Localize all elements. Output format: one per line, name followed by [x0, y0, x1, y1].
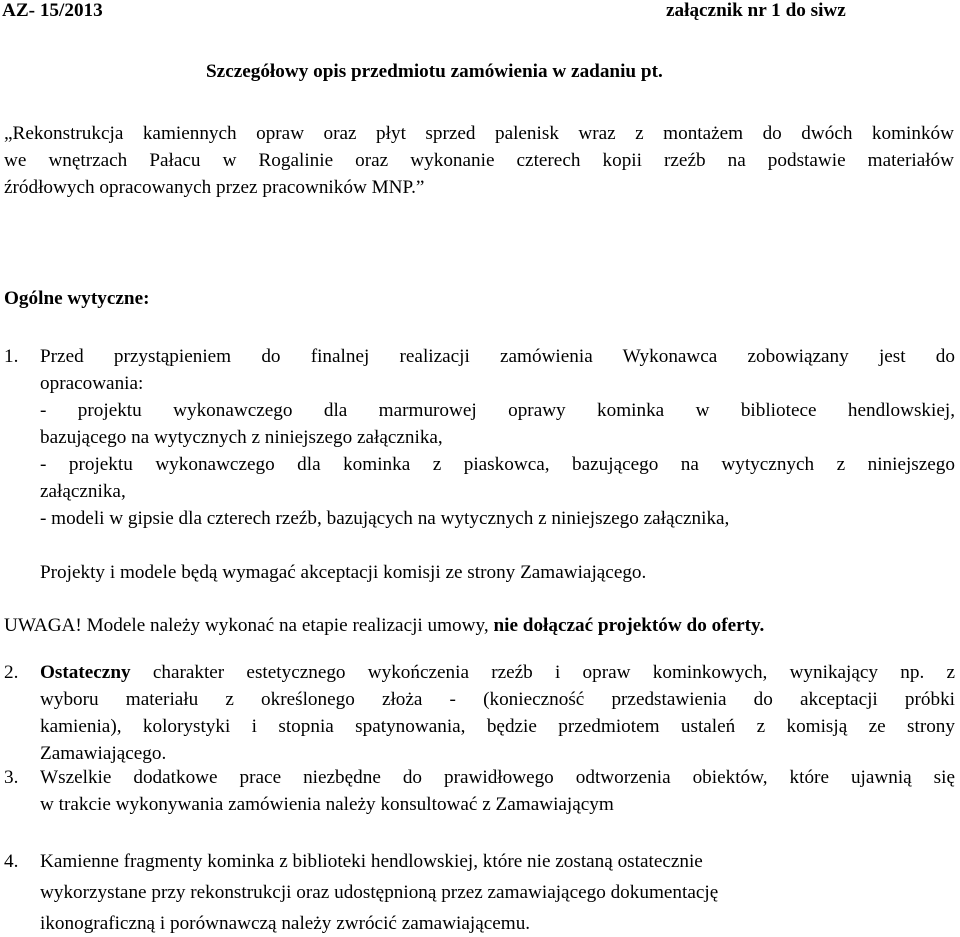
- warning-paragraph: [4, 613, 764, 639]
- projects-note: Projekty i modele będą wymagać akceptacji komisji ze strony Zamawiającego.: [40, 562, 647, 583]
- item-4-line-1: Kamienne fragmenty kominka z biblioteki hendlowskiej, które nie zostaną ostatecznie: [40, 851, 703, 872]
- item-1-line-2: opracowania:: [40, 373, 144, 394]
- item-1-bullet-2-line-2: załącznika,: [40, 481, 126, 502]
- item-4-line-2: wykorzystane przy rekonstrukcji oraz udostępnioną przez zamawiającego dokumentację: [40, 882, 719, 903]
- item-4-line-3: ikonograficzną i porównawczą należy zwrócić zamawiającemu.: [40, 913, 531, 934]
- item-2-line-2: wyboru materiału z określonego złoża - (konieczność przedstawienia do akceptacji próbki: [40, 689, 955, 710]
- item-4-number: 4.: [4, 851, 19, 872]
- warning-text: Modele należy wykonać na etapie realizacji umowy,: [81, 615, 494, 636]
- item-1-number: 1.: [4, 346, 19, 367]
- item-2-line-4: Zamawiającego.: [40, 743, 167, 764]
- title-line-2: we wnętrzach Pałacu w Rogalinie oraz wykonanie czterech kopii rzeźb na podstawie materiałów: [4, 150, 954, 171]
- title-line-3: źródłowych opracowanych przez pracowników MNP.”: [4, 177, 425, 198]
- item-1-bullet-3: - modeli w gipsie dla czterech rzeźb, bazujących na wytycznych z niniejszego załącznika,: [40, 508, 730, 529]
- item-2-line-3: kamienia), kolorystyki i stopnia spatynowania, będzie przedmiotem ustaleń z komisją ze strony: [40, 716, 955, 737]
- reference-number: AZ- 15/2013: [2, 0, 103, 21]
- item-1-line-1: Przed przystąpieniem do finalnej realizacji zamówienia Wykonawca zobowiązany jest do: [40, 346, 955, 367]
- item-1-bullet-1-line-2: bazującego na wytycznych z niniejszego załącznika,: [40, 427, 443, 448]
- item-2-line-1: [40, 660, 955, 686]
- item-3-number: 3.: [4, 767, 19, 788]
- item-3-line-1: Wszelkie dodatkowe prace niezbędne do prawidłowego odtworzenia obiektów, które ujawnią się: [40, 767, 955, 788]
- item-2-number: 2.: [4, 662, 19, 683]
- title-line-1: „Rekonstrukcja kamiennych opraw oraz płyt sprzed palenisk wraz z montażem do dwóch kominków: [4, 123, 954, 144]
- warning-bold-text: nie dołączać projektów do oferty.: [493, 615, 765, 636]
- warning-label: UWAGA!: [4, 615, 82, 636]
- page-heading: Szczegółowy opis przedmiotu zamówienia w zadaniu pt.: [206, 61, 663, 82]
- item-1-bullet-2-line-1: - projektu wykonawczego dla kominka z piaskowca, bazującego na wytycznych z niniejszego: [40, 454, 955, 475]
- item-1-bullet-1-line-1: - projektu wykonawczego dla marmurowej oprawy kominka w bibliotece hendlowskiej,: [40, 400, 955, 421]
- item-2-line-1-rest: charakter estetycznego wykończenia rzeźb i opraw kominkowych, wynikający np. z: [130, 662, 955, 683]
- item-2-bold-word: Ostateczny: [40, 662, 131, 683]
- item-3-line-2: w trakcie wykonywania zamówienia należy konsultować z Zamawiającym: [40, 794, 614, 815]
- section-title: Ogólne wytyczne:: [4, 288, 150, 309]
- attachment-label: załącznik nr 1 do siwz: [666, 0, 846, 21]
